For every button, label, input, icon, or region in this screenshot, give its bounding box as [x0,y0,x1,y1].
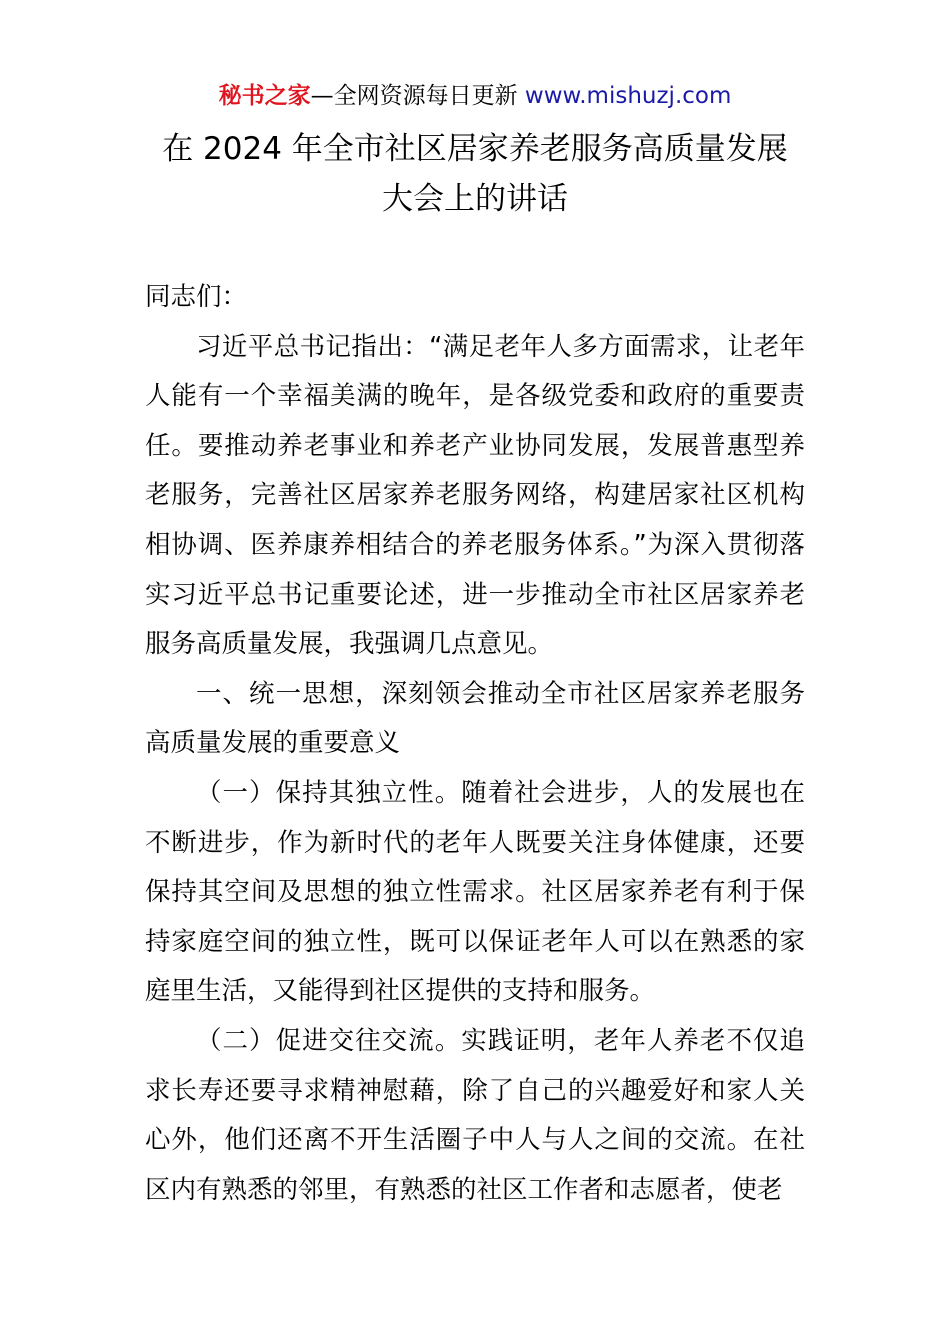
title-line-1: 在 2024 年全市社区居家养老服务高质量发展 [162,131,788,167]
body-paragraph: （二）促进交往交流。实践证明，老年人养老不仅追求长寿还要寻求精神慰藉，除了自己的兴趣爱好和家人关心外，他们还离不开生活圈子中人与人之间的交流。在社区内有熟悉的邻里，有熟悉的社区工作者和志愿者，使老 [145,1025,805,1205]
brand-name: 秘书之家 [218,83,311,109]
body-paragraph: 习近平总书记指出：“满足老年人多方面需求，让老年人能有一个幸福美满的晚年，是各级党委和政府的重要责任。要推动养老事业和养老产业协同发展，发展普惠型养老服务，完善社区居家养老服务网络，构建居家社区机构相协调、医养康养相结合的养老服务体系。”为深入贯彻落实习近平总书记重要论述，进一步推动全市社区居家养老服务高质量发展，我强调几点意见。 [145,331,805,660]
site-header [0,80,950,112]
document-title [0,124,950,224]
document-body [145,273,805,1215]
body-paragraph: （一）保持其独立性。随着社会进步，人的发展也在不断进步，作为新时代的老年人既要关注身体健康，还要保持其空间及思想的独立性需求。社区居家养老有利于保持家庭空间的独立性，既可以保证老年人可以在熟悉的家庭里生活，又能得到社区提供的支持和服务。 [145,777,805,1007]
site-url-link[interactable]: www.mishuzj.com [524,83,732,109]
title-line-2: 大会上的讲话 [382,181,568,217]
header-tagline: —全网资源每日更新 [310,83,525,109]
salutation: 同志们： [145,282,248,312]
section-heading: 一、统一思想，深刻领会推动全市社区居家养老服务高质量发展的重要意义 [145,678,805,759]
